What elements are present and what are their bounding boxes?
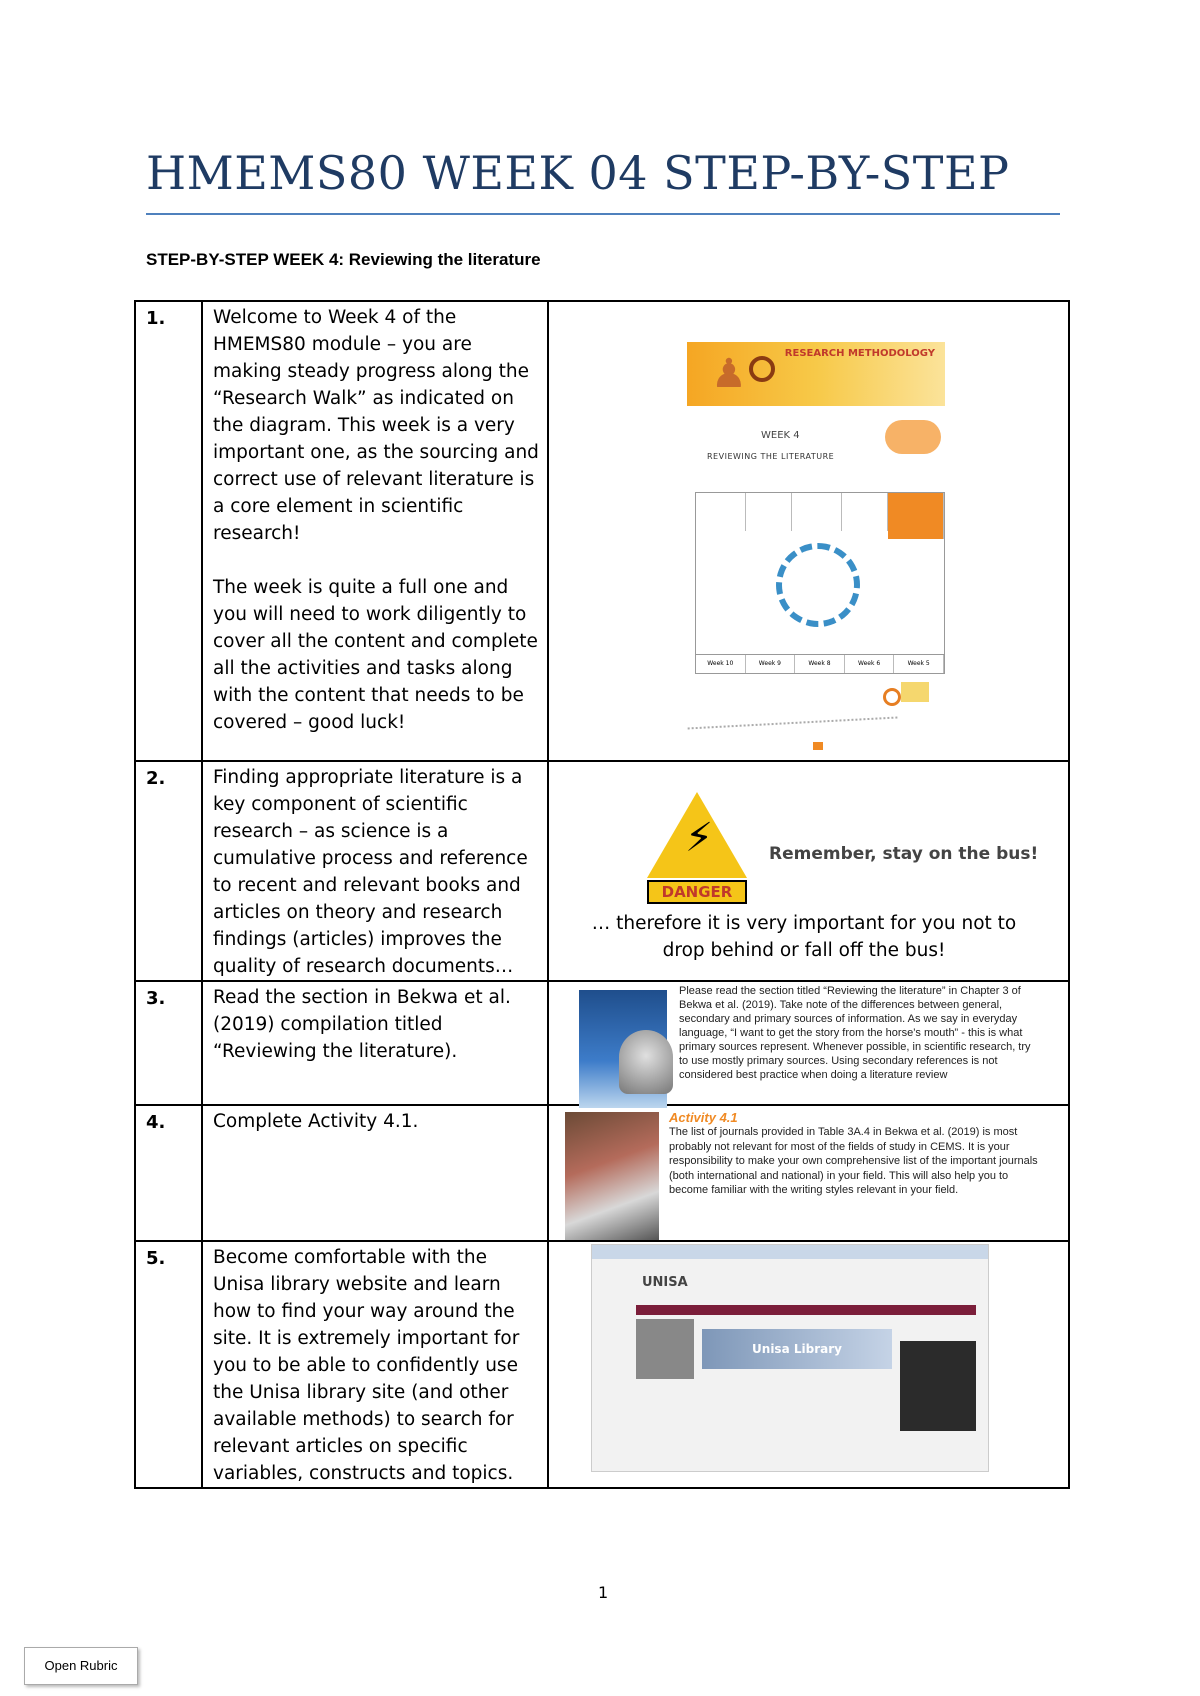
library-banner: Unisa Library [702, 1329, 892, 1369]
bus-note: … therefore it is very important for you not to drop behind or fall off the bus! [591, 913, 1017, 961]
student-at-computer-photo [565, 1112, 659, 1240]
magnifier-icon [883, 688, 901, 706]
lightning-icon: ⚡ [685, 815, 714, 861]
row-number: 3. [135, 981, 202, 1105]
week-label: Week 9 [746, 655, 796, 673]
danger-sign [647, 792, 749, 904]
marker-icon [813, 742, 823, 750]
sidebar-photo [636, 1319, 694, 1379]
row-figure [548, 981, 1069, 1105]
week-label: Week 10 [696, 655, 746, 673]
row-number: 4. [135, 1105, 202, 1241]
paragraph: Become comfortable with the Unisa library website and learn how to find your way around the site. It is extremely important for you to be able to confidently use the Unisa library site (and other available methods) to search for relevant articles on specific variables, constructs and topics. [213, 1247, 520, 1484]
person-icon: ♟ [711, 351, 747, 397]
row-text [202, 1105, 548, 1241]
table-row [135, 981, 1069, 1105]
research-walk-diagram [687, 342, 945, 760]
site-nav-bar [636, 1305, 976, 1315]
diagram-week: WEEK 4 [761, 430, 800, 441]
table-row [135, 761, 1069, 981]
activity-title: Activity 4.1 [669, 1110, 738, 1125]
title-rule [146, 213, 1060, 215]
promo-panel [900, 1341, 976, 1431]
row-figure [548, 761, 1069, 981]
week-label: Week 6 [845, 655, 895, 673]
table-row [135, 301, 1069, 761]
magnifier-icon [749, 356, 775, 382]
unisa-logo: UNISA [642, 1275, 688, 1290]
puzzle-icon [901, 682, 929, 702]
row-text [202, 301, 548, 761]
row-figure [548, 1241, 1069, 1488]
diagram-bottom-row [696, 654, 944, 673]
week-label: Week 8 [795, 655, 845, 673]
paragraph: Finding appropriate literature is a key component of scientific research – as science is a cumulative process and reference to recent and relevant books and articles on theory and research findings (articles) improves the quality of research documents… [213, 767, 528, 977]
walk-path [687, 697, 898, 730]
table-row [135, 1105, 1069, 1241]
banner-text: RESEARCH METHODOLOGY [784, 348, 935, 359]
stacked-stones-icon [619, 1030, 673, 1094]
row-number: 1. [135, 301, 202, 761]
activity-box [669, 1110, 1039, 1198]
diagram-banner [687, 342, 945, 406]
row-figure [548, 1105, 1069, 1241]
row-figure [548, 301, 1069, 761]
paragraph: Read the section in Bekwa et al. (2019) compilation titled “Reviewing the literature). [213, 987, 511, 1062]
diagram-grid [695, 492, 945, 674]
row-number: 2. [135, 761, 202, 981]
thought-cloud-icon [885, 420, 941, 454]
page-number: 1 [598, 1583, 609, 1602]
paragraph: Welcome to Week 4 of the HMEMS80 module – you are making steady progress along the “Research Walk” as indicated on the diagram. This week is a very important one, as the sourcing and correct use of relevant literature is a core element in scientific research! [213, 307, 539, 544]
week-label: Week 5 [894, 655, 944, 673]
table-row [135, 1241, 1069, 1488]
current-week-cell [888, 493, 944, 539]
open-rubric-button[interactable]: Open Rubric [24, 1647, 138, 1685]
browser-toolbar [592, 1245, 988, 1259]
paragraph: Complete Activity 4.1. [213, 1111, 419, 1132]
row-text [202, 761, 548, 981]
cycle-arrows-icon [776, 543, 860, 627]
library-website-screenshot [591, 1244, 989, 1472]
paragraph: The week is quite a full one and you will need to work diligently to cover all the content and complete all the activities and tasks along with the content that needs to be covered – good luck! [213, 577, 538, 733]
row-text [202, 981, 548, 1105]
reading-note: Please read the section titled “Reviewing the literature” in Chapter 3 of Bekwa et al. (2019). Take note of the differences between general, secondary and primary sources of information. As we say in everyday language, “I want to get the story from the horse’s mouth” - this is what primary sources represent. Whenever possible, in scientific research, try to use mostly primary sources. Using secondary references is not considered best practice when doing a literature review [679, 985, 1031, 1081]
diagram-heading: REVIEWING THE LITERATURE [707, 452, 835, 461]
page-subtitle: STEP-BY-STEP WEEK 4: Reviewing the literature [146, 250, 541, 269]
page-title: HMEMS80 WEEK 04 STEP-BY-STEP [146, 146, 1010, 200]
row-number: 5. [135, 1241, 202, 1488]
steps-table [134, 300, 1070, 1489]
activity-body: The list of journals provided in Table 3A.4 in Bekwa et al. (2019) is most probably not relevant for most of the fields of study in CEMS. It is your responsibility to make your own comprehensive list of the important journals (both international and national) in your field. This will also help you to become familiar with the writing styles relevant in your field. [669, 1126, 1038, 1196]
danger-label: DANGER [647, 880, 747, 904]
row-text [202, 1241, 548, 1488]
remember-text: Remember, stay on the bus! [769, 844, 1039, 864]
textbook-cover-image [579, 990, 667, 1108]
